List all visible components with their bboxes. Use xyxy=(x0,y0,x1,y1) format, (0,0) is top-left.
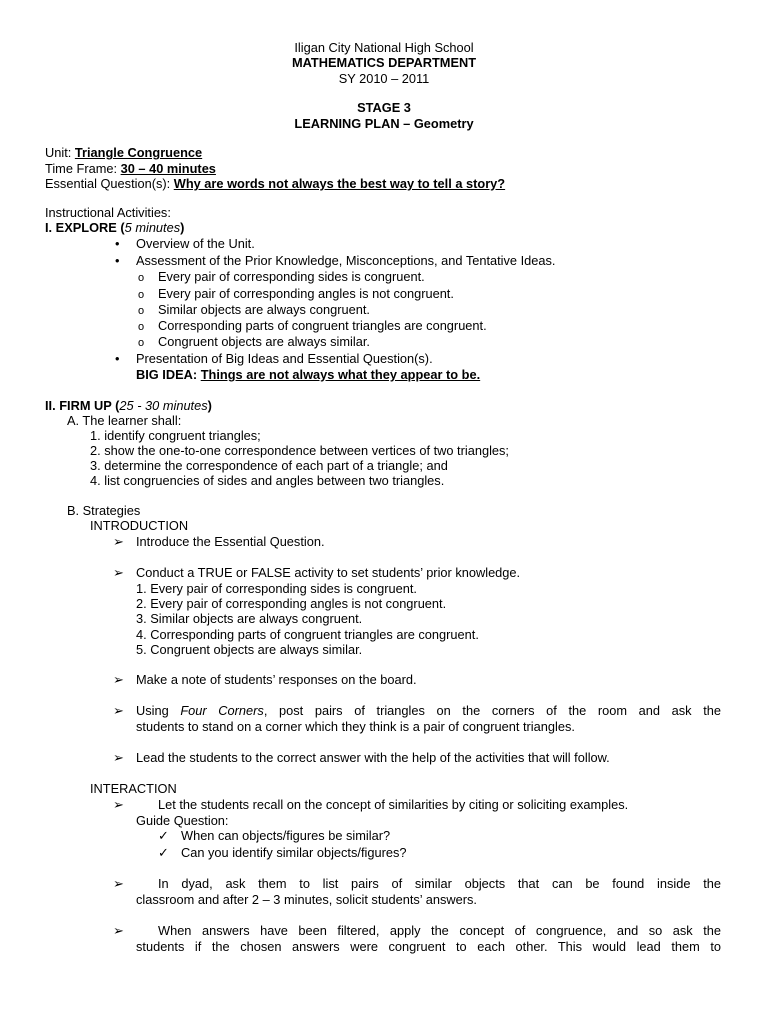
interaction-heading: INTERACTION xyxy=(90,781,177,796)
guide-question-1: When can objects/figures be similar? xyxy=(181,828,391,843)
plan-title: LEARNING PLAN – Geometry xyxy=(294,116,474,131)
explore-duration: 5 minutes xyxy=(124,220,181,235)
four-corners-term: Four Corners xyxy=(180,703,264,718)
introduction-heading: INTRODUCTION xyxy=(90,518,189,533)
guide-question-2: Can you identify similar objects/figures? xyxy=(181,845,407,860)
bullet-icon: • xyxy=(115,236,120,251)
intro-step-2: Conduct a TRUE or FALSE activity to set students’ prior knowledge. xyxy=(136,565,521,580)
unit-value: Triangle Congruence xyxy=(74,145,203,160)
arrow-icon: ➢ xyxy=(113,797,124,812)
essential-question-line xyxy=(45,176,505,192)
objective-1: 1. identify congruent triangles; xyxy=(90,428,261,443)
explore-bullet-1: Overview of the Unit. xyxy=(136,236,255,251)
time-frame-label: Time Frame: xyxy=(45,161,121,176)
stage-title: STAGE 3 xyxy=(357,100,411,115)
intro-step-4-line-1: Using Four Corners, post pairs of triangles on the corners of the room and ask the xyxy=(136,703,721,718)
explore-heading: I. EXPLORE (5 minutes) xyxy=(45,220,185,235)
circle-bullet-icon: o xyxy=(138,272,145,284)
firm-up-duration: 25 - 30 minutes xyxy=(119,398,208,413)
objective-2: 2. show the one-to-one correspondence between vertices of two triangles; xyxy=(90,443,509,458)
intro-step-1: Introduce the Essential Question. xyxy=(136,534,325,549)
tf-item-3: 3. Similar objects are always congruent. xyxy=(136,611,363,626)
unit-line xyxy=(45,145,202,161)
explore-sub-item-3: Similar objects are always congruent. xyxy=(158,302,370,317)
learner-shall-label: A. The learner shall: xyxy=(67,413,182,428)
time-frame-line xyxy=(45,161,216,177)
essential-question-value: Why are words not always the best way to tell a story? xyxy=(173,176,506,191)
arrow-icon: ➢ xyxy=(113,876,124,891)
department-title: MATHEMATICS DEPARTMENT xyxy=(291,55,477,70)
guide-question-label: Guide Question: xyxy=(136,813,229,828)
explore-sub-item-5: Congruent objects are always similar. xyxy=(158,334,370,349)
circle-bullet-icon: o xyxy=(138,305,145,317)
arrow-icon: ➢ xyxy=(113,565,124,580)
objective-4: 4. list congruencies of sides and angles between two triangles. xyxy=(90,473,445,488)
big-idea-text: Things are not always what they appear to be. xyxy=(200,367,481,382)
explore-sub-item-2: Every pair of corresponding angles is not congruent. xyxy=(158,286,454,301)
circle-bullet-icon: o xyxy=(138,337,145,349)
explore-presentation: Presentation of Big Ideas and Essential Question(s). xyxy=(136,351,433,366)
arrow-icon: ➢ xyxy=(113,534,124,549)
explore-sub-item-1: Every pair of corresponding sides is congruent. xyxy=(158,269,425,284)
arrow-icon: ➢ xyxy=(113,703,124,718)
firm-up-heading: II. FIRM UP (25 - 30 minutes) xyxy=(45,398,212,413)
explore-bullet-2: Assessment of the Prior Knowledge, Misconceptions, and Tentative Ideas. xyxy=(136,253,556,268)
arrow-icon: ➢ xyxy=(113,923,124,938)
strategies-label: B. Strategies xyxy=(67,503,141,518)
tf-item-1: 1. Every pair of corresponding sides is congruent. xyxy=(136,581,417,596)
arrow-icon: ➢ xyxy=(113,672,124,687)
bullet-icon: • xyxy=(115,253,120,268)
interaction-step-3-line-1: When answers have been filtered, apply the concept of congruence, and so ask the xyxy=(158,923,721,938)
time-frame-value: 30 – 40 minutes xyxy=(120,161,216,176)
big-idea-line xyxy=(136,367,480,383)
check-icon: ✓ xyxy=(158,828,169,843)
tf-item-4: 4. Corresponding parts of congruent triangles are congruent. xyxy=(136,627,479,642)
essential-question-label: Essential Question(s): xyxy=(45,176,174,191)
circle-bullet-icon: o xyxy=(138,321,145,333)
bullet-icon: • xyxy=(115,351,120,366)
tf-item-2: 2. Every pair of corresponding angles is not congruent. xyxy=(136,596,447,611)
school-name: Iligan City National High School xyxy=(294,40,474,55)
school-year: SY 2010 – 2011 xyxy=(338,71,430,86)
unit-label: Unit: xyxy=(45,145,75,160)
intro-step-3: Make a note of students’ responses on the board. xyxy=(136,672,417,687)
interaction-step-2-line-1: In dyad, ask them to list pairs of similar objects that can be found inside the xyxy=(158,876,721,891)
interaction-step-3-line-2: students if the chosen answers were congruent to each other. This would lead them to xyxy=(136,939,721,954)
big-idea-label: BIG IDEA: xyxy=(136,367,201,382)
intro-step-4-line-2: students to stand on a corner which they think is a pair of congruent triangles. xyxy=(136,719,575,734)
explore-sub-item-4: Corresponding parts of congruent triangles are congruent. xyxy=(158,318,487,333)
check-icon: ✓ xyxy=(158,845,169,860)
circle-bullet-icon: o xyxy=(138,289,145,301)
interaction-step-2-line-2: classroom and after 2 – 3 minutes, solicit students’ answers. xyxy=(136,892,477,907)
arrow-icon: ➢ xyxy=(113,750,124,765)
instructional-activities-label: Instructional Activities: xyxy=(45,205,171,220)
intro-step-5: Lead the students to the correct answer with the help of the activities that will follow. xyxy=(136,750,610,765)
tf-item-5: 5. Congruent objects are always similar. xyxy=(136,642,363,657)
interaction-step-1: Let the students recall on the concept of similarities by citing or soliciting examples. xyxy=(158,797,629,812)
objective-3: 3. determine the correspondence of each part of a triangle; and xyxy=(90,458,448,473)
